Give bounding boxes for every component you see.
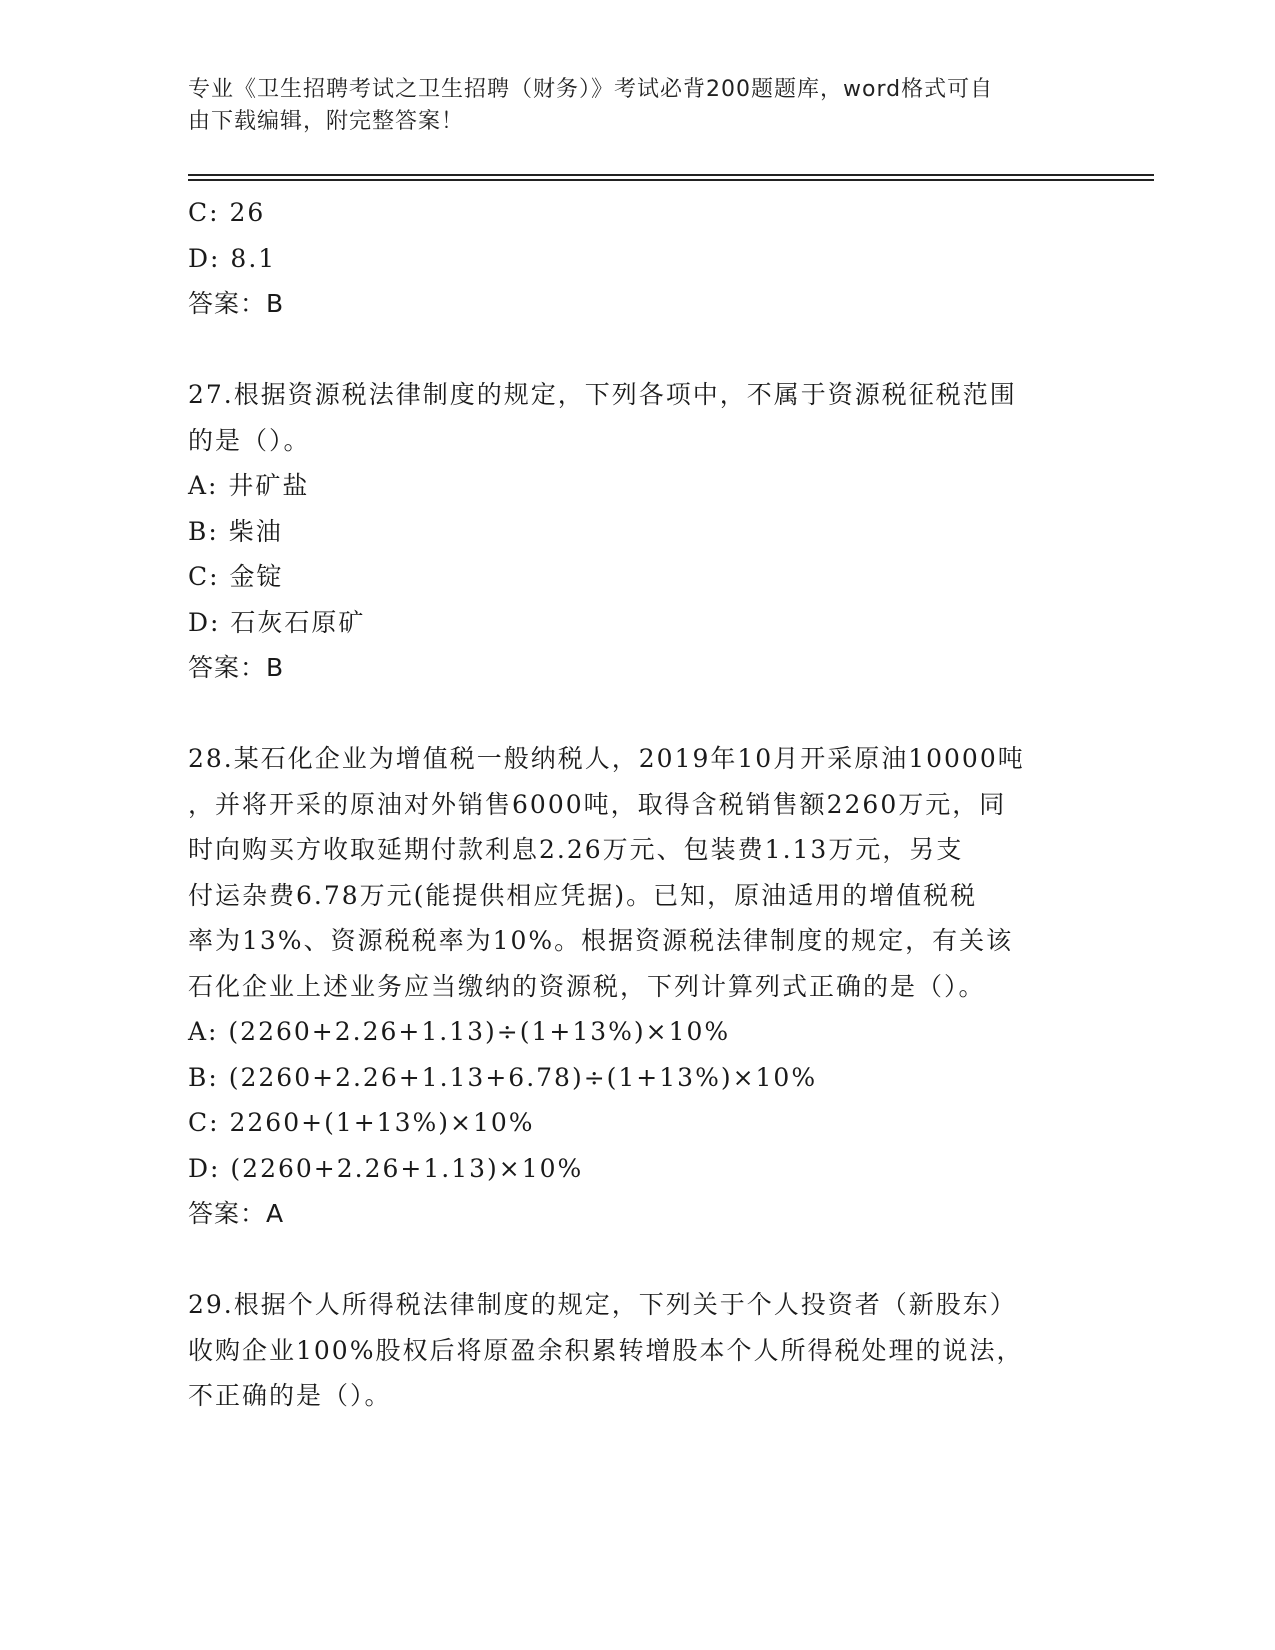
option-b: B: 柴油 xyxy=(188,516,283,546)
header-line-1: 专业《卫生招聘考试之卫生招聘（财务）》考试必背200题题库，word格式可自 xyxy=(188,77,994,102)
question-28 xyxy=(188,736,1088,1237)
header-divider-bottom xyxy=(188,179,1154,181)
document-body xyxy=(188,190,1088,1419)
option-c: C: 金锭 xyxy=(188,562,284,591)
answer-line: 答案：B xyxy=(188,653,285,682)
option-a: A: 井矿盐 xyxy=(188,471,310,500)
spacer xyxy=(188,327,1088,373)
document-header xyxy=(188,74,1068,138)
header-divider-top xyxy=(188,174,1154,176)
option-a: A: (2260+2.26+1.13)÷(1+13%)×10% xyxy=(188,1017,731,1046)
header-line-2: 由下载编辑，附完整答案！ xyxy=(188,109,465,134)
question-stem-line: 不正确的是（）。 xyxy=(188,1381,392,1410)
option-b: B: (2260+2.26+1.13+6.78)÷(1+13%)×10% xyxy=(188,1062,818,1092)
question-29 xyxy=(188,1282,1088,1419)
answer-line: 答案：A xyxy=(188,1199,285,1228)
question-stem-line: 27.根据资源税法律制度的规定，下列各项中，不属于资源税征税范围 xyxy=(188,380,1017,409)
spacer xyxy=(188,691,1088,737)
question-stem-line: 付运杂费6.78万元(能提供相应凭据)。已知，原油适用的增值税税 xyxy=(188,880,978,910)
spacer xyxy=(188,1237,1088,1283)
option-d: D: 石灰石原矿 xyxy=(188,607,366,637)
option-d: D: 8.1 xyxy=(188,243,277,273)
answer-line: 答案：B xyxy=(188,289,285,318)
question-26 xyxy=(188,190,1088,327)
option-c: C: 2260+(1+13%)×10% xyxy=(188,1108,535,1137)
question-stem-line: 29.根据个人所得税法律制度的规定，下列关于个人投资者（新股东） xyxy=(188,1290,1017,1319)
question-stem-line: ，并将开采的原油对外销售6000吨，取得含税销售额2260万元，同 xyxy=(188,789,1007,819)
question-stem-line: 率为13%、资源税税率为10%。根据资源税法律制度的规定，有关该 xyxy=(188,926,1014,955)
question-stem-line: 时向购买方收取延期付款利息2.26万元、包装费1.13万元，另支 xyxy=(188,835,964,864)
question-27 xyxy=(188,372,1088,691)
option-d: D: (2260+2.26+1.13)×10% xyxy=(188,1153,584,1183)
question-stem-line: 收购企业100%股权后将原盈余积累转增股本个人所得税处理的说法， xyxy=(188,1335,1024,1365)
question-stem-line: 28.某石化企业为增值税一般纳税人，2019年10月开采原油10000吨 xyxy=(188,744,1025,773)
question-stem-line: 的是（）。 xyxy=(188,425,311,455)
question-stem-line: 石化企业上述业务应当缴纳的资源税，下列计算列式正确的是（）。 xyxy=(188,971,986,1001)
option-c: C: 26 xyxy=(188,198,266,227)
